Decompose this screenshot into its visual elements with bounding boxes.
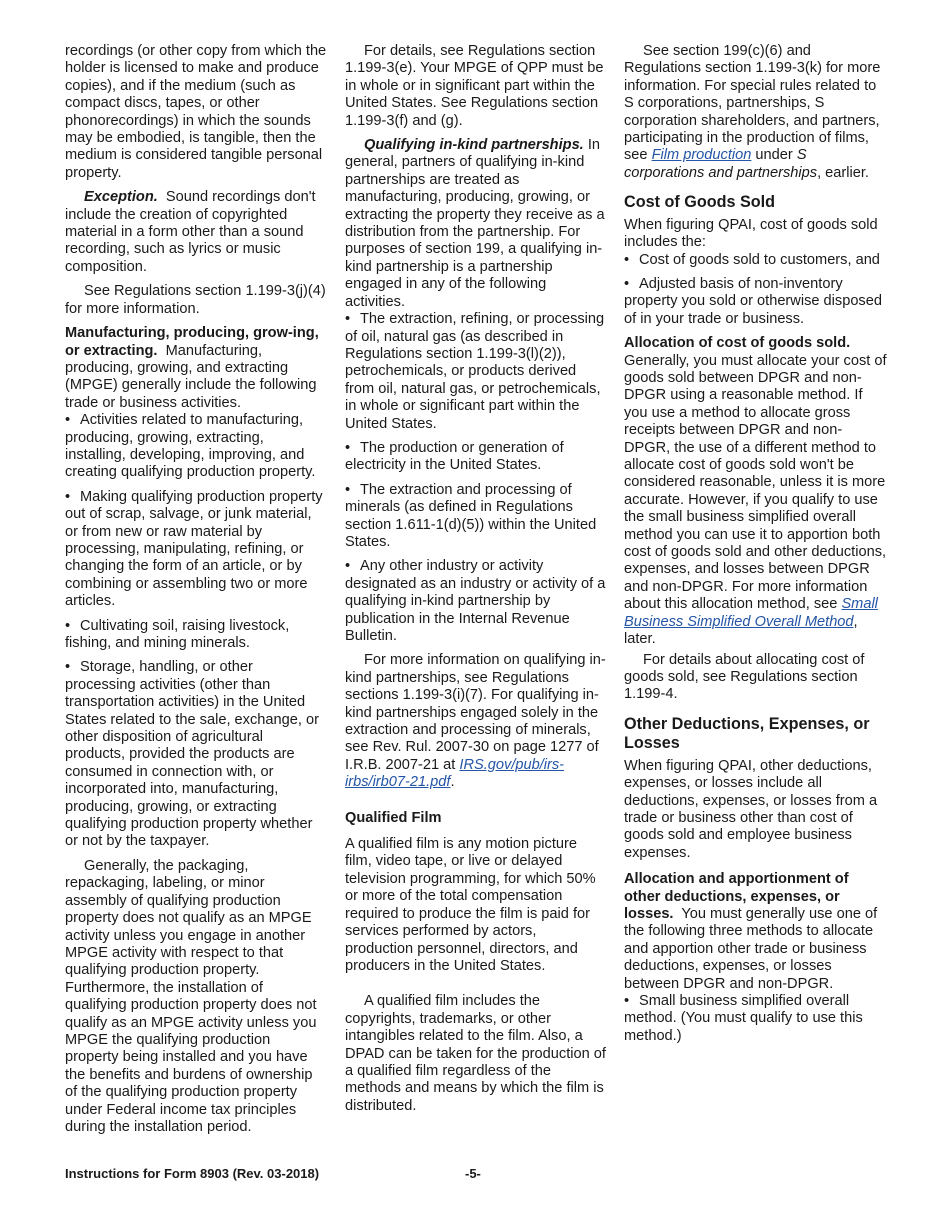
apportionment-paragraph [624,871,888,993]
text-run: , earlier. [817,164,869,181]
bullet-item: • The extraction and processing of minerals (as defined in Regulations section 1.611-1(d)(5)) within the United States. [345,482,607,552]
irb-link[interactable]: IRS.gov/pub/irs-irbs/irb07-21.pdf [345,756,565,791]
more-info-paragraph: For more information on qualifying in-kind partnerships, see Regulations sections 1.199-3(i)(7). For qualifying in-kind partnerships engaged solely in the extraction and processing of minerals, see Rev. Rul. 2007-30 on page 1277 of I.R.B. 2007-21 at IRS.gov/pub/irs-irbs/irb07-21.pdf. [345,652,606,791]
bullet-item: • Cost of goods sold to customers, and [624,252,888,269]
paragraph: recordings (or other copy from which the holder is licensed to make and produce copies), and if the medium (such as compact discs, tapes, or other phonorecordings) in which the sounds may be embodied, is tangible, then the medium is considered tangible personal property. [65,43,327,181]
text-run-italic: S corporations and partnerships [624,147,818,181]
text-run: , later. [624,613,858,648]
paragraph: See Regulations section 1.199-3(j)(4) for more information. [65,283,326,317]
exception-text: Sound recordings don't include the creation of copyrighted material in a form other than a sound recording, such as lyrics or music composition. [65,189,316,275]
paragraph: Generally, the packaging, repackaging, labeling, or minor assembly of qualifying production property does not qualify as an MPGE activity unless you engage in another MPGE activity with respect to that qualifying production property. Furthermore, the installation of qualifying production property does not qualify as an MPGE activity unless you MPGE the qualifying production property being installed and you have the benefits and burdens of ownership of the qualifying production property under Federal income tax principles during the installation period. [65,857,317,1135]
bullet-item: • Cultivating soil, raising livestock, fishing, and mining minerals. [65,618,327,653]
mpge-label: Manufacturing, producing, grow-ing, or extracting. [65,325,319,359]
paragraph: When figuring QPAI, other deductions, expenses, or losses include all deductions, expenses, or losses from a trade or business other than cost of goods sold and employee business expenses. [624,757,878,861]
qikp-paragraph [345,137,607,311]
text-run: under [755,147,793,164]
bullet-item: • Adjusted basis of non-inventory property you sold or otherwise disposed of in your trade or business. [624,276,888,328]
bullet-item: • Activities related to manufacturing, producing, growing, extracting, installing, developing, improving, and creating qualifying production property. [65,412,327,482]
film-production-link[interactable]: Film production [651,147,752,164]
qualified-film-heading: Qualified Film [345,809,442,826]
more-info-text: For more information on qualifying in-kind partnerships, see Regulations sections 1.199-3(i)(7). For qualifying in-kind partnerships engaged solely in the extraction and processing of minerals, see Rev. Rul. 2007-30 on page 1277 of I.R.B. 2007-21 at [345,652,606,773]
cogs-heading: Cost of Goods Sold [624,193,776,212]
mpge-paragraph [65,325,327,412]
column-1 [65,43,327,1143]
page-number: -5- [465,1166,481,1181]
bullet-item: • The extraction, refining, or processing of oil, natural gas (as described in Regulations section 1.199-3(l)(2)), petrochemicals, or products derived from oil, natural gas, or petrochemicals, in whole or significant part within the United States. [345,311,607,433]
column-2 [345,43,607,1122]
sbso-method-link[interactable]: Small Business Simplified Overall Method [624,596,878,630]
bullet-item: • Making qualifying production property out of scrap, salvage, or junk material, or from new or raw material by processing, manipulating, refining, or changing the form of an article, or by combining or assembling two or more articles. [65,489,327,611]
text-run: See section 199(c)(6) and Regulations section 1.199-3(k) for more information. For special rules related to S corporations, partnerships, S corporation shareholders, and partners, participating in the production of films, see [624,43,881,164]
exception-label: Exception. [84,189,158,206]
form-title: Instructions for Form 8903 (Rev. 03-2018) [65,1166,320,1181]
qikp-text: In general, partners of qualifying in-kind partnerships are treated as manufacturing, producing, growing, or extracting the property they receive as a distribution from the partnership. For purposes of section 199, a qualifying in-kind partnership is a partnership engaged in any of the following activities. [345,137,605,310]
mpge-text: Manufacturing, producing, growing, and extracting (MPGE) generally include the following trade or business activities. [65,342,317,411]
allocation-label: Allocation of cost of goods sold. [624,335,851,352]
bullet-item: • Any other industry or activity designated as an industry or activity of a qualifying in-kind partnership by publication in the Internal Revenue Bulletin. [345,558,607,645]
exception-paragraph [65,189,327,276]
paragraph: A qualified film includes the copyrights, trademarks, or other intangibles related to the film. Also, a DPAD can be taken for the production of a qualified film regardless of the methods and means by which the film is distributed. [345,993,606,1114]
ode-heading: Other Deductions, Expenses, or Losses [624,714,870,753]
bullet-item: • The production or generation of electricity in the United States. [345,440,607,475]
qikp-label: Qualifying in-kind partnerships. [364,137,584,154]
film-rules-paragraph [624,43,888,182]
paragraph: When figuring QPAI, cost of goods sold includes the: [624,216,878,251]
allocation-text: Generally, you must allocate your cost of goods sold between DPGR and non-DPGR using a reasonable method. If you use a method to allocate gross receipts between DPGR and non-DPGR, the use of a different method to allocate cost of goods sold won't be considered reasonable, unless it is more accurate. However, if you qualify to use the small business simplified overall method you can use it to apportion both cost of goods sold and other deductions, expenses, and losses between DPGR and non-DPGR. For more information about this allocation method, see [624,352,887,613]
apportionment-label: Allocation and apportionment of other deductions, expenses, or losses. [624,871,849,922]
allocation-paragraph [624,335,888,648]
bullet-item: • Small business simplified overall method. (You must qualify to use this method.) [624,993,888,1045]
paragraph: For details, see Regulations section 1.199-3(e). Your MPGE of QPP must be in whole or in significant part within the United States. See Regulations section 1.199-3(f) and (g). [345,43,604,129]
paragraph: A qualified film is any motion picture film, video tape, or live or delayed television programming, for which 50% or more of the total compensation required to produce the film is paid for services performed by actors, production personnel, directors, and producers in the United States. [345,836,596,974]
column-3 [624,43,888,1052]
bullet-item: • Storage, handling, or other processing activities (other than transportation activities) in the United States related to the sale, exchange, or other disposition of agricultural products, provided the products are consumed in connection with, or incorporated into, manufacturing, producing, growing, or extracting qualifying production property whether or not by the taxpayer. [65,659,327,850]
paragraph: For details about allocating cost of goods sold, see Regulations section 1.199-4. [624,651,865,703]
apportionment-text: You must generally use one of the following three methods to allocate and apportion other trade or business deductions, expenses, or losses between DPGR and non-DPGR. [624,905,878,992]
